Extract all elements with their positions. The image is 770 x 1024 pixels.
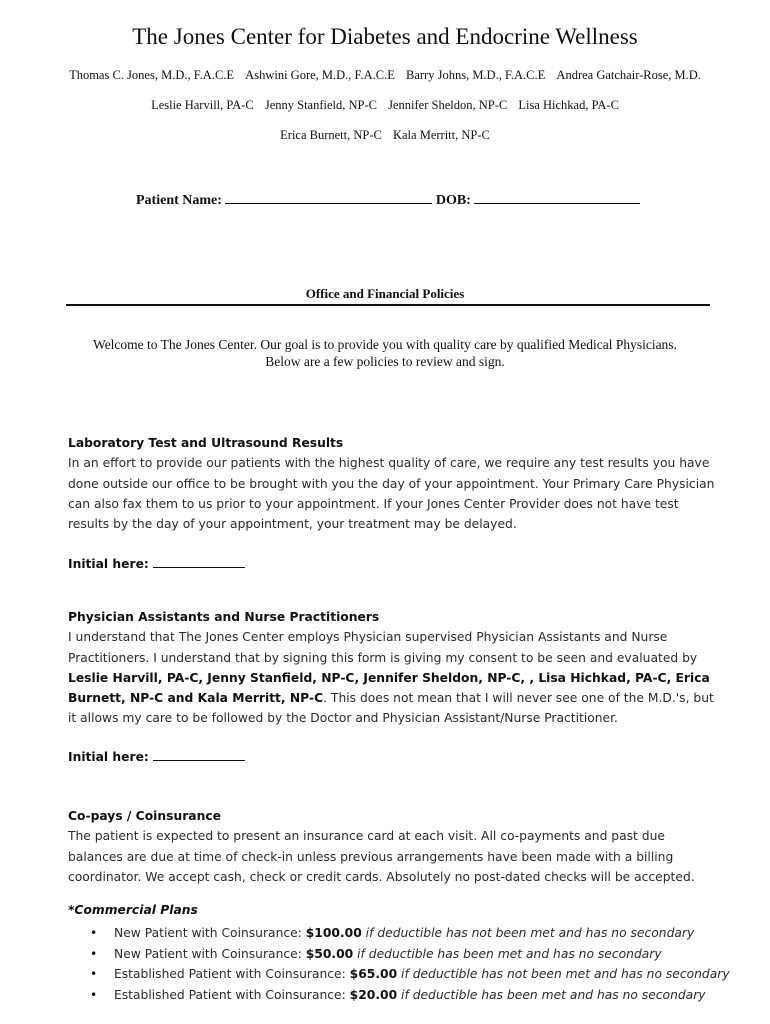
- list-item: • Established Patient with Coinsurance: $65.00 if deductible has not been met and has no secondary: [90, 964, 730, 985]
- patient-name-label: Patient Name:: [136, 193, 222, 208]
- commercial-plans-heading: *Commercial Plans: [68, 903, 198, 917]
- initial-field-pa-np[interactable]: [153, 749, 245, 761]
- clinic-title: The Jones Center for Diabetes and Endocrine Wellness: [132, 24, 638, 49]
- lab-results-section: [68, 433, 718, 534]
- provider-name: Andrea Gatchair-Rose, M.D.: [556, 68, 701, 82]
- pa-np-body-text: I understand that The Jones Center employs Physician supervised Physician Assistants and Nurse Practitioners. I understand that by signing this form is giving my consent to be seen and evaluated by: [68, 630, 698, 665]
- list-item: • New Patient with Coinsurance: $100.00 if deductible has not been met and has no secondary: [90, 923, 730, 944]
- list-item: • Established Patient with Coinsurance: $20.00 if deductible has been met and has no secondary: [90, 985, 730, 1006]
- copay-heading: Co-pays / Coinsurance: [68, 809, 221, 823]
- initial-label: Initial here:: [68, 750, 149, 764]
- provider-row-3: [0, 128, 770, 143]
- patient-name-field[interactable]: [225, 190, 432, 204]
- provider-name: Jenny Stanfield, NP-C: [264, 98, 377, 112]
- initial-row-pa-np: [68, 749, 245, 764]
- section-title: Office and Financial Policies: [305, 286, 465, 301]
- pa-np-provider-list: Leslie Harvill, PA-C, Jenny Stanfield, NP-C, Jennifer Sheldon, NP-C, , Lisa Hichkad, PA-C, Erica Burnett, NP-C and Kala Merritt, NP-C: [68, 670, 710, 706]
- copay-body: The patient is expected to present an insurance card at each visit. All co-payments and past due balances are due at time of check-in unless previous arrangements have been made with a billing coordinator. We accept cash, check or credit cards. Absolutely no post-dated checks will be accepted.: [68, 829, 695, 884]
- commercial-plans-list: [90, 923, 730, 1005]
- copay-section: [68, 806, 718, 887]
- lab-results-body: In an effort to provide our patients with the highest quality of care, we require any test results you have done outside our office to be brought with you the day of your appointment. Your Primary Care Physician can also fax them to us prior to your appointment. If your Jones Center Provider does not have test results by the day of your appointment, your treatment may be delayed.: [68, 456, 715, 532]
- pa-np-section: [68, 607, 718, 729]
- provider-name: Lisa Hichkad, PA-C: [518, 98, 619, 112]
- provider-row-1: [0, 68, 770, 83]
- dob-label: DOB:: [435, 193, 471, 208]
- pa-np-body-text-end: . This does not mean that I will never see one of the M.D.'s, but it allows my care to be followed by the Doctor and Physician Assistant/Nurse Practitioner.: [68, 691, 714, 726]
- lab-results-heading: Laboratory Test and Ultrasound Results: [68, 436, 344, 450]
- dob-field[interactable]: [474, 190, 640, 204]
- pa-np-heading: Physician Assistants and Nurse Practitioners: [68, 610, 380, 624]
- copay-amount: $65.00: [349, 967, 398, 982]
- provider-name: Kala Merritt, NP-C: [392, 128, 490, 142]
- initial-row-lab: [68, 556, 245, 571]
- copay-amount: $50.00: [305, 946, 354, 961]
- provider-name: Ashwini Gore, M.D., F.A.C.E: [245, 68, 395, 82]
- patient-info-row: [136, 190, 640, 209]
- pa-np-body: [68, 627, 718, 728]
- welcome-text: [0, 336, 770, 370]
- provider-name: Thomas C. Jones, M.D., F.A.C.E: [69, 68, 235, 82]
- copay-amount: $20.00: [349, 987, 398, 1002]
- provider-name: Barry Johns, M.D., F.A.C.E: [406, 68, 546, 82]
- initial-label: Initial here:: [68, 557, 149, 571]
- initial-field-lab[interactable]: [153, 556, 245, 568]
- copay-amount: $100.00: [305, 926, 362, 940]
- list-item: • New Patient with Coinsurance: $50.00 if deductible has been met and has no secondary: [90, 944, 730, 965]
- provider-name: Erica Burnett, NP-C: [280, 128, 382, 142]
- divider: [66, 304, 710, 306]
- provider-row-2: [0, 98, 770, 113]
- welcome-line: Welcome to The Jones Center. Our goal is to provide you with quality care by qualified Medical Physicians.: [93, 337, 677, 352]
- provider-name: Leslie Harvill, PA-C: [151, 98, 254, 112]
- provider-name: Jennifer Sheldon, NP-C: [388, 98, 508, 112]
- welcome-line: Below are a few policies to review and sign.: [265, 354, 505, 369]
